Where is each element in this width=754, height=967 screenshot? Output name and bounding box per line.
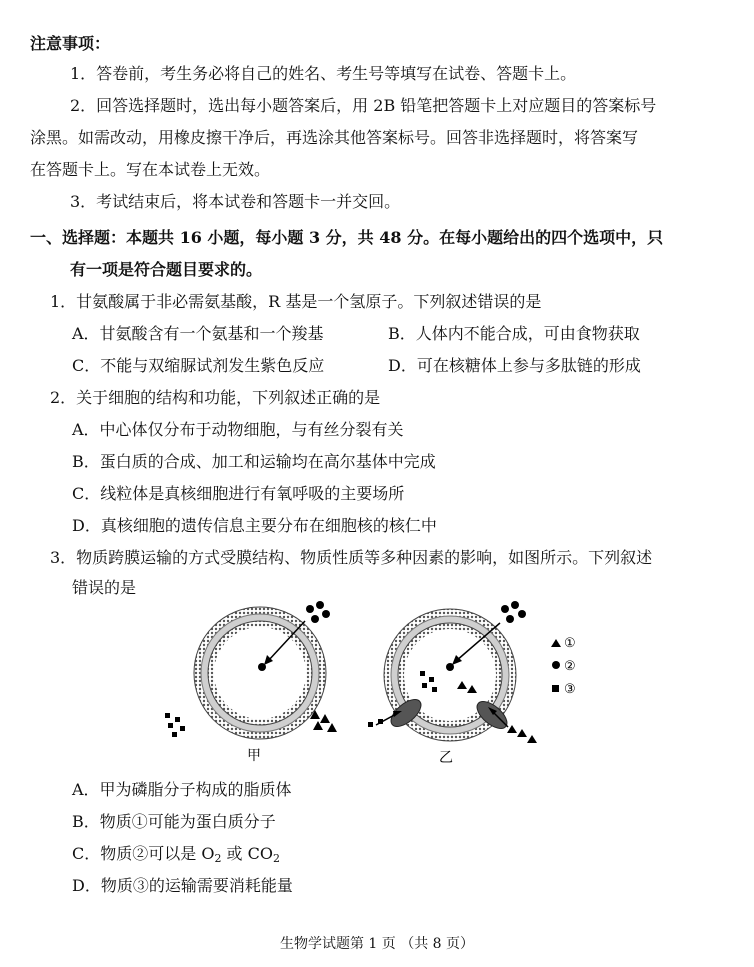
q3-option-c-text: C．物质②可以是 O [72,844,215,863]
square-molecules-jia [165,713,185,737]
q1-option-c: C．不能与双缩脲试剂发生紫色反应 [72,356,325,375]
q1-option-b: B．人体内不能合成，可由食物获取 [388,324,640,343]
q3-option-b: B．物质①可能为蛋白质分子 [72,812,276,831]
notice-item-2: 2．回答选择题时，选出每小题答案后，用 2B 铅笔把答题卡上对应题目的答案标号 [70,96,657,115]
q2-option-d: D．真核细胞的遗传信息主要分布在细胞核的核仁中 [72,516,437,535]
q2-option-a: A．中心体仅分布于动物细胞，与有丝分裂有关 [72,420,404,439]
membrane-transport-diagram [150,595,600,775]
q2-stem: 2．关于细胞的结构和功能，下列叙述正确的是 [50,388,381,407]
q3-option-c-mid: 或 CO [221,844,273,863]
q1-option-a: A．甘氨酸含有一个氨基和一个羧基 [72,324,324,343]
section-heading-cont: 有一项是符合题目要求的。 [70,260,263,279]
diagram-legend [551,636,576,697]
q2-option-c: C．线粒体是真核细胞进行有氧呼吸的主要场所 [72,484,405,503]
legend-square-icon [552,685,559,692]
q3-option-c-sub-1: 2 [214,852,222,865]
q3-option-d: D．物质③的运输需要消耗能量 [72,876,293,895]
q3-option-a: A．甲为磷脂分子构成的脂质体 [72,780,292,799]
q2-option-b: B．蛋白质的合成、加工和运输均在高尔基体中完成 [72,452,436,471]
legend-triangle-icon [551,639,561,647]
page-footer: 生物学试题第 1 页 （共 8 页） [279,936,475,952]
q3-option-c [72,844,280,869]
q3-stem-cont: 错误的是 [72,578,137,597]
notice-item-3: 3．考试结束后，将本试卷和答题卡一并交回。 [70,192,401,211]
notice-item-2-end: 在答题卡上。写在本试卷上无效。 [30,160,271,179]
q3-stem: 3．物质跨膜运输的方式受膜结构、物质性质等多种因素的影响，如图所示。下列叙述 [50,548,653,567]
label-yi: 乙 [439,750,453,766]
triangle-molecules-jia [310,710,337,732]
outside-triangles-yi [507,725,537,743]
q3-option-c-sub-2: 2 [273,852,280,865]
notice-item-2-cont: 涂黑。如需改动，用橡皮擦干净后，再选涂其他答案标号。回答非选择题时，将答案写 [30,128,639,147]
label-jia: 甲 [247,748,261,764]
legend-label-3: ③ [564,682,576,697]
section-heading: 一、选择题：本题共 16 小题，每小题 3 分，共 48 分。在每小题给出的四个选项中，只 [30,228,664,247]
legend-circle-icon [552,661,560,669]
notice-item-1: 1．答卷前，考生务必将自己的姓名、考生号等填写在试卷、答题卡上。 [70,64,577,83]
q1-stem: 1．甘氨酸属于非必需氨基酸，R 基是一个氢原子。下列叙述错误的是 [50,292,542,311]
liposome-jia [194,607,326,739]
legend-label-1: ① [564,636,576,651]
notice-heading: 注意事项： [30,34,111,53]
legend-label-2: ② [564,659,576,674]
q1-option-d: D．可在核糖体上参与多肽链的形成 [388,356,641,375]
